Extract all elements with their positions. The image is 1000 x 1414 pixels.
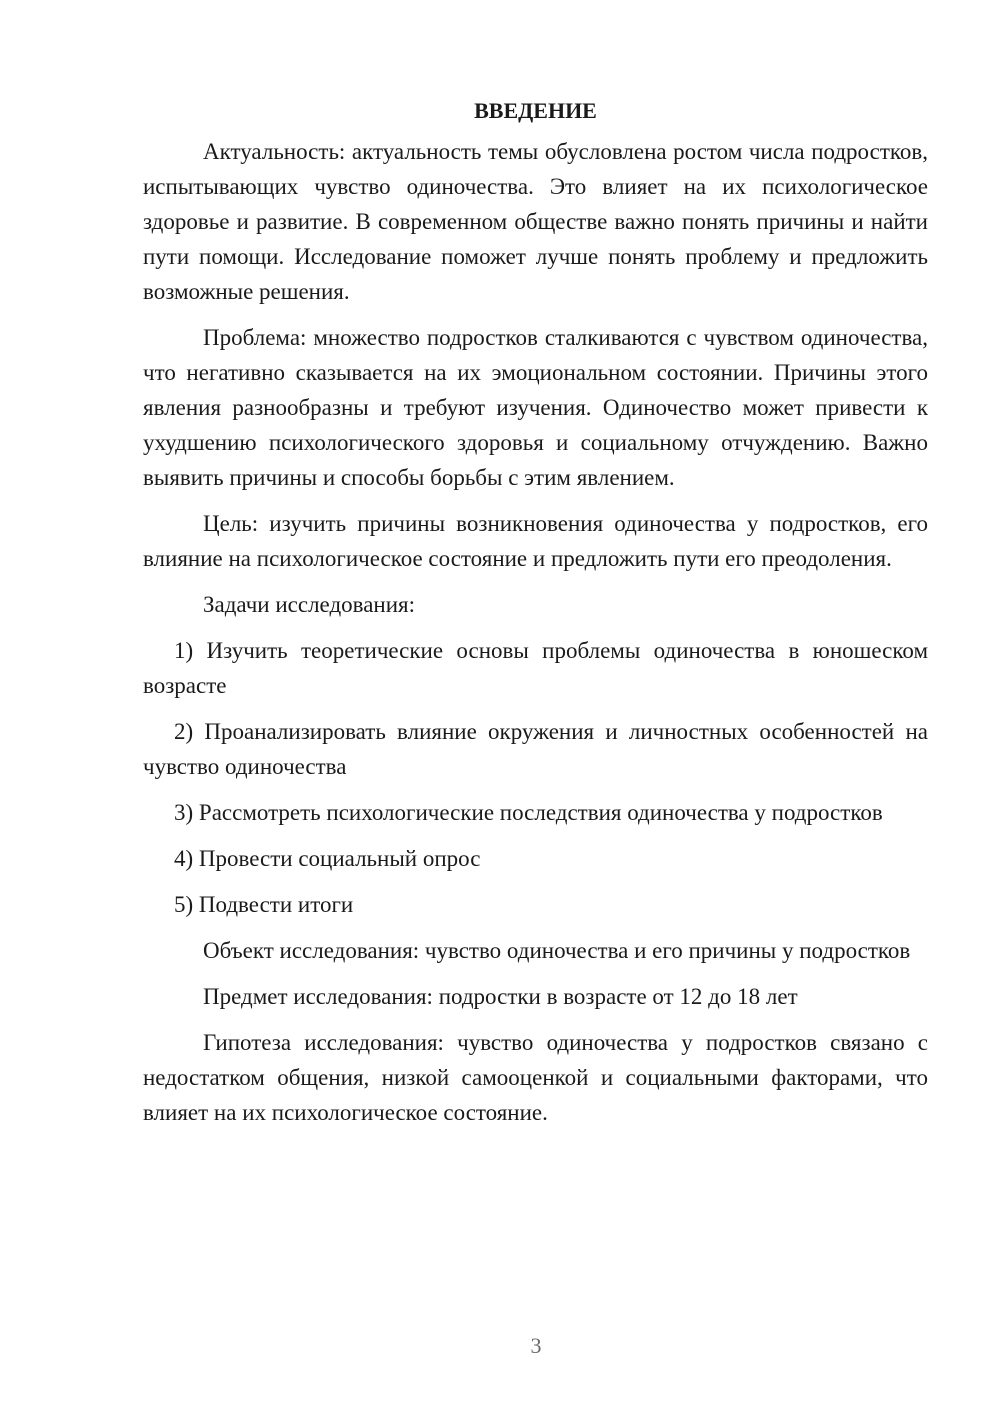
object-paragraph: Объект исследования: чувство одиночества и его причины у подростков <box>203 938 911 963</box>
task-item-3: 3) Рассмотреть психологические последствия одиночества у подростков <box>174 800 883 825</box>
page-content <box>143 93 928 1141</box>
task-item-1: 1) Изучить теоретические основы проблемы одиночества в юношеском возрасте <box>143 638 928 698</box>
problem-paragraph: Проблема: множество подростков сталкиваются с чувством одиночества, что негативно сказывается на их эмоциональном состоянии. Причины этого явления разнообразны и требуют изучения. Одиночество может привести к ухудшению психологического здоровья и социальному отчуждению. Важно выявить причины и способы борьбы с этим явлением. <box>143 325 928 490</box>
task-item-4: 4) Провести социальный опрос <box>174 846 481 871</box>
task-item-2: 2) Проанализировать влияние окружения и личностных особенностей на чувство одиночества <box>143 719 928 779</box>
page-number: 3 <box>530 1333 542 1358</box>
hypothesis-paragraph: Гипотеза исследования: чувство одиночества у подростков связано с недостатком общения, низкой самооценкой и социальными факторами, что влияет на их психологическое состояние. <box>143 1030 928 1125</box>
tasks-heading: Задачи исследования: <box>203 592 416 617</box>
section-title: ВВЕДЕНИЕ <box>474 98 597 123</box>
goal-paragraph: Цель: изучить причины возникновения одиночества у подростков, его влияние на психологическое состояние и предложить пути его преодоления. <box>143 511 928 571</box>
relevance-paragraph: Актуальность: актуальность темы обусловлена ростом числа подростков, испытывающих чувство одиночества. Это влияет на их психологическое здоровье и развитие. В современном обществе важно понять причины и найти пути помощи. Исследование поможет лучше понять проблему и предложить возможные решения. <box>143 139 928 304</box>
subject-paragraph: Предмет исследования: подростки в возрасте от 12 до 18 лет <box>203 984 798 1009</box>
task-item-5: 5) Подвести итоги <box>174 892 354 917</box>
